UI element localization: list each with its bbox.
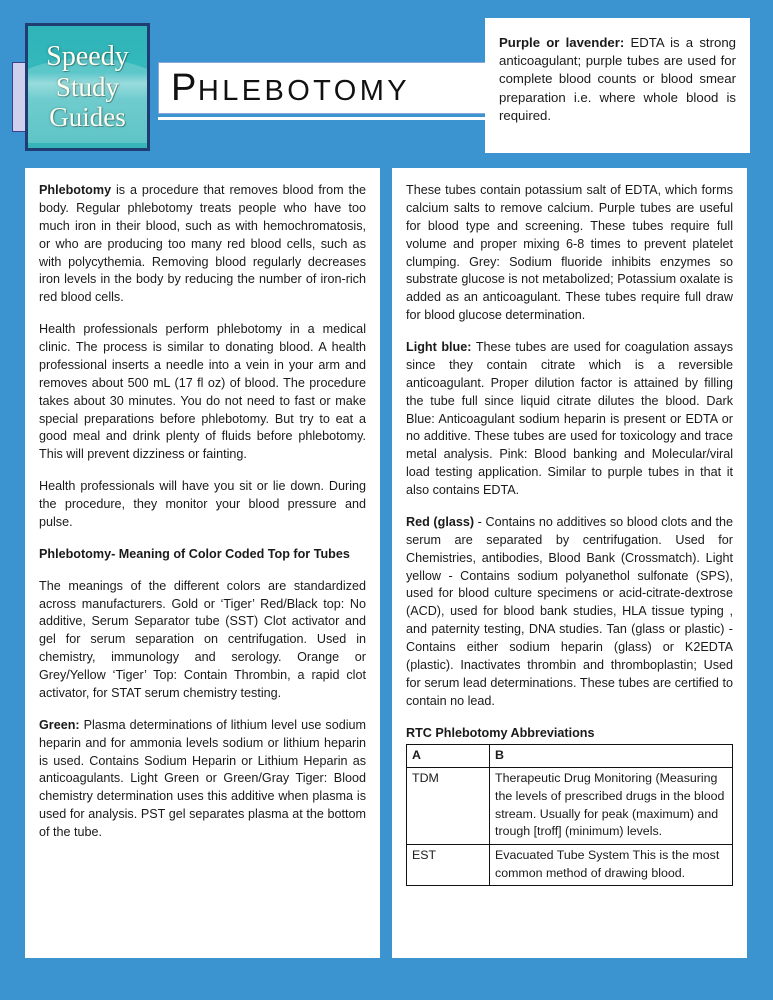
section-heading-color-coded-tops: Phlebotomy- Meaning of Color Coded Top for Tubes — [39, 546, 350, 561]
paragraph — [406, 182, 733, 325]
title-bar-wrapper — [158, 62, 501, 122]
page-header — [0, 0, 773, 160]
page-title-bar — [158, 62, 501, 114]
paragraph-lead: Light blue: — [406, 340, 472, 354]
table-cell-definition: Therapeutic Drug Monitoring (Measuring the levels of prescribed drugs in the blood stream. Usually for peak (maximum) and trough [troff] (minimum) levels. — [490, 768, 733, 844]
logo-line-2: Study — [55, 71, 120, 102]
table-header-row — [407, 744, 733, 768]
table-header-cell-a: A — [407, 744, 490, 768]
paragraph-body: is a procedure that removes blood from the body. Regular phlebotomy treats people who have too much iron in their blood, such as with hemochromatosis, or who are producing too many red blood cells, such as with polycythemia. Removing blood regularly decreases iron levels in the body by reducing the number of iron-rich red blood cells. — [39, 183, 366, 305]
table-row — [407, 768, 733, 844]
table-row — [407, 844, 733, 885]
page-title — [171, 67, 410, 110]
paragraph-body: Health professionals perform phlebotomy in a medical clinic. The process is similar to donating blood. A health professional inserts a needle into a vein in your arm and removes about 500 mL (17 fl oz) of blood. The procedure takes about 30 minutes. You do not need to fast or make special preparations before phlebotomy. But try to eat a good meal and drink plenty of fluids before phlebotomy. This will prevent dizziness or fainting. — [39, 322, 366, 462]
table-cell-abbrev: TDM — [407, 768, 490, 844]
logo-line-1: Speedy — [46, 40, 129, 72]
table-cell-abbrev: EST — [407, 844, 490, 885]
paragraph-body: These tubes contain potassium salt of EDTA, which forms calcium salts to remove calcium. Purple tubes are useful for blood type and screening. These tubes require full volume and proper mixing 6-8 times to prevent platelet clumping. Grey: Sodium fluoride inhibits enzymes so substrate glucose is not metabolized; Potassium oxalate is added as an anticoagulant. These tubes require full draw for blood glucose determination. — [406, 183, 733, 323]
paragraph — [406, 339, 733, 500]
title-underline — [158, 117, 501, 120]
abbreviations-table-title: RTC Phlebotomy Abbreviations — [406, 725, 595, 740]
lavender-accent-bar — [12, 62, 26, 132]
abbreviations-table — [406, 744, 733, 886]
speedy-study-guides-logo — [25, 23, 150, 151]
table-cell-definition: Evacuated Tube System This is the most common method of drawing blood. — [490, 844, 733, 885]
paragraph — [39, 321, 366, 464]
page-title-remainder: HLEBOTOMY — [197, 74, 411, 107]
paragraph — [39, 717, 366, 842]
logo-line-3: Guides — [49, 102, 126, 133]
paragraph-lead: Phlebotomy — [39, 183, 112, 197]
paragraph-body: Health professionals will have you sit or lie down. During the procedure, they monitor your blood pressure and pulse. — [39, 479, 366, 529]
content-columns — [25, 168, 748, 958]
paragraph — [39, 182, 366, 307]
paragraph-body: The meanings of the different colors are standardized across manufacturers. Gold or ‘Tiger’ Red/Black top: No additive, Serum Separator tube (SST) Clot activator and gel for serum separation on centrifugation. Used in chemistry, immunology and serology. Orange or Grey/Yellow ‘Tiger’ Top: Contain Thrombin, a rapid clot activator, for STAT serum chemistry testing. — [39, 578, 366, 700]
logo-text-stack — [28, 26, 147, 148]
purple-callout-lead: Purple or lavender: — [499, 35, 625, 50]
paragraph — [39, 578, 366, 703]
purple-callout-text — [499, 34, 736, 125]
table-header-cell-b: B — [490, 744, 733, 768]
paragraph — [39, 478, 366, 532]
paragraph — [406, 514, 733, 711]
paragraph-lead: Green: — [39, 717, 80, 732]
purple-callout-body: EDTA is a strong anticoagulant; purple tubes are used for complete blood counts or blood smear preparation i.e. where whole blood is required. — [499, 35, 736, 123]
paragraph-body: - Contains no additives so blood clots and the serum are separated by centrifugation. Used for Chemistries, antibodies, Blood Bank (Crossmatch). Light yellow - Contains sodium polyanethol sulfonate (SPS), used for blood culture specimens or acid-citrate-dextrose (ACD), used for blood bank studies, HLA tissue typing , and paternity testing, DNA studies. Tan (glass or plastic) - Contains either sodium heparin (glass) or K2EDTA (plastic). Inactivates thrombin and thromboplastin; Used for serum lead determinations. These tubes are certified to contain no lead. — [406, 514, 733, 708]
paragraph-body: These tubes are used for coagulation assays since they contain citrate which is a reversible anticoagulant. Proper dilution factor is attained by filling the tube full since liquid citrate dilutes the blood. Dark Blue: Anticoagulant sodium heparin is present or EDTA or no additive. These tubes are used for toxicology and trace metal analysis. Pink: Blood banking and Molecular/viral load testing application. Similar to purple tubes in that it also contains EDTA. — [406, 340, 733, 497]
purple-lavender-callout — [485, 18, 750, 153]
page-title-initial: P — [171, 66, 198, 109]
right-content-column — [392, 168, 747, 958]
paragraph-lead: Red (glass) — [406, 514, 475, 529]
paragraph-body: Plasma determinations of lithium level use sodium heparin and for ammonia levels sodium or lithium heparin is used. Contains Sodium Heparin or Lithium Heparin as anticoagulants. Light Green or Green/Gray Tiger: Blood chemistry determination uses this additive when plasma is used for analysis. PST gel separates plasma at the bottom of the tube. — [39, 717, 366, 839]
left-content-column — [25, 168, 380, 958]
